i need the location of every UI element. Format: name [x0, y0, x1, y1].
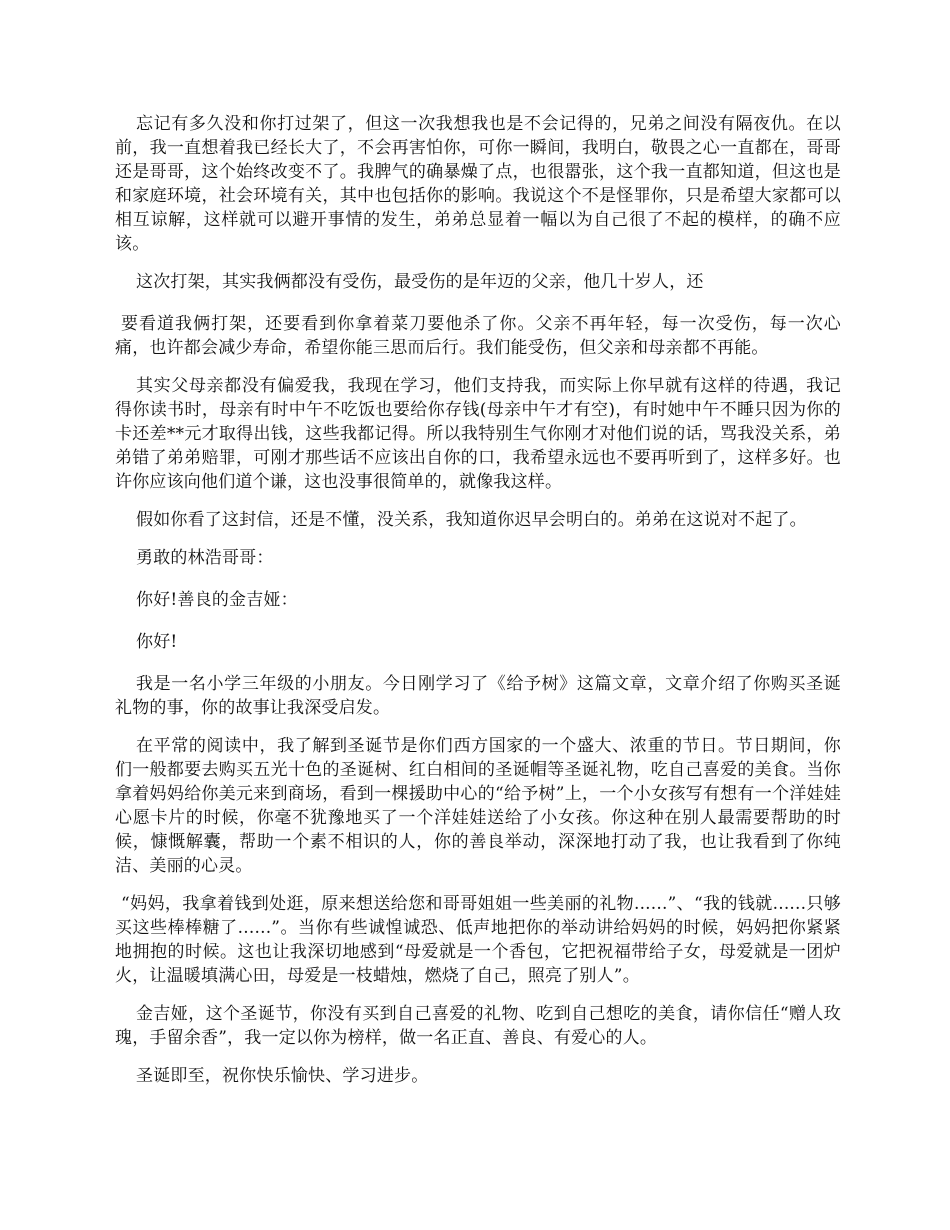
document-page	[115, 112, 841, 1102]
paragraph-greeting-jinjiya: 你好!善良的金吉娅：	[136, 590, 298, 610]
paragraph-sorry: 假如你看了这封信，还是不懂，没关系，我知道你迟早会明白的。弟弟在这说对不起了。	[136, 510, 807, 530]
paragraph-apology-intro: 忘记有多久没和你打过架了，但这一次我想我也是不会记得的，兄弟之间没有隔夜仇。在以前，我一直想着我已经长大了，不会再害怕你，可你一瞬间，我明白，敬畏之心一直都在，哥哥还是哥哥，这个始终改变不了。我脾气的确暴燥了点，也很嚣张，这个我一直都知道，但这也是和家庭环境，社会环境有关，其中也包括你的影响。我说这个不是怪罪你，只是希望大家都可以相互谅解，这样就可以避开事情的发生，弟弟总显着一幅以为自己很了不起的模样，的确不应该。	[115, 114, 841, 254]
paragraph-father: 要看道我俩打架，还要看到你拿着菜刀要他杀了你。父亲不再年轻，每一次受伤，每一次心痛，也许都会减少寿命，希望你能三思而后行。我们能受伤，但父亲和母亲都不再能。	[115, 314, 841, 358]
paragraph-closing: 圣诞即至，祝你快乐愉快、学习进步。	[136, 1066, 429, 1086]
paragraph-salutation-linhao: 勇敢的林浩哥哥：	[136, 548, 274, 568]
paragraph-self-intro: 我是一名小学三年级的小朋友。今日刚学习了《给予树》这篇文章，文章介绍了你购买圣诞礼物的事，你的故事让我深受启发。	[115, 674, 841, 718]
paragraph-fight: 这次打架，其实我俩都没有受伤，最受伤的是年迈的父亲，他几十岁人，还	[136, 272, 704, 292]
paragraph-resolution: 金吉娅，这个圣诞节，你没有买到自己喜爱的礼物、吃到自己想吃的美食，请你信任“赠人玫瑰，手留余香”，我一定以你为榜样，做一名正直、善良、有爱心的人。	[115, 1004, 841, 1048]
paragraph-parents: 其实父母亲都没有偏爱我，我现在学习，他们支持我，而实际上你早就有这样的待遇，我记得你读书时，母亲有时中午不吃饭也要给你存钱(母亲中午才有空)，有时她中午不睡只因为你的卡还差**元才取得出钱，这些我都记得。所以我特别生气你刚才对他们说的话，骂我没关系，弟弟错了弟弟赔罪，可刚才那些话不应该出自你的口，我希望永远也不要再听到了，这样多好。也许你应该向他们道个谦，这也没事很简单的，就像我这样。	[115, 376, 841, 492]
paragraph-christmas: 在平常的阅读中，我了解到圣诞节是你们西方国家的一个盛大、浓重的节日。节日期间，你们一般都要去购买五光十色的圣诞树、红白相间的圣诞帽等圣诞礼物，吃自己喜爱的美食。当你拿着妈妈给你美元来到商场，看到一棵援助中心的“给予树”上，一个小女孩写有想有一个洋娃娃心愿卡片的时候，你毫不犹豫地买了一个洋娃娃送给了小女孩。你这种在别人最需要帮助的时候，慷慨解囊，帮助一个素不相识的人，你的善良举动，深深地打动了我，也让我看到了你纯洁、美丽的心灵。	[115, 736, 841, 876]
paragraph-mother-love: “妈妈，我拿着钱到处逛，原来想送给您和哥哥姐姐一些美丽的礼物......”、“我的钱就......只够买这些棒棒糖了......”。当你有些诚惶诚恐、低声地把你的举动讲给妈妈的时候，妈妈把你紧紧地拥抱的时候。这也让我深切地感到“母爱就是一个香包，它把祝福带给子女，母爱就是一团炉火，让温暖填满心田，母爱是一枝蜡烛，燃烧了自己，照亮了别人”。	[115, 894, 841, 986]
paragraph-hello: 你好!	[136, 632, 178, 652]
